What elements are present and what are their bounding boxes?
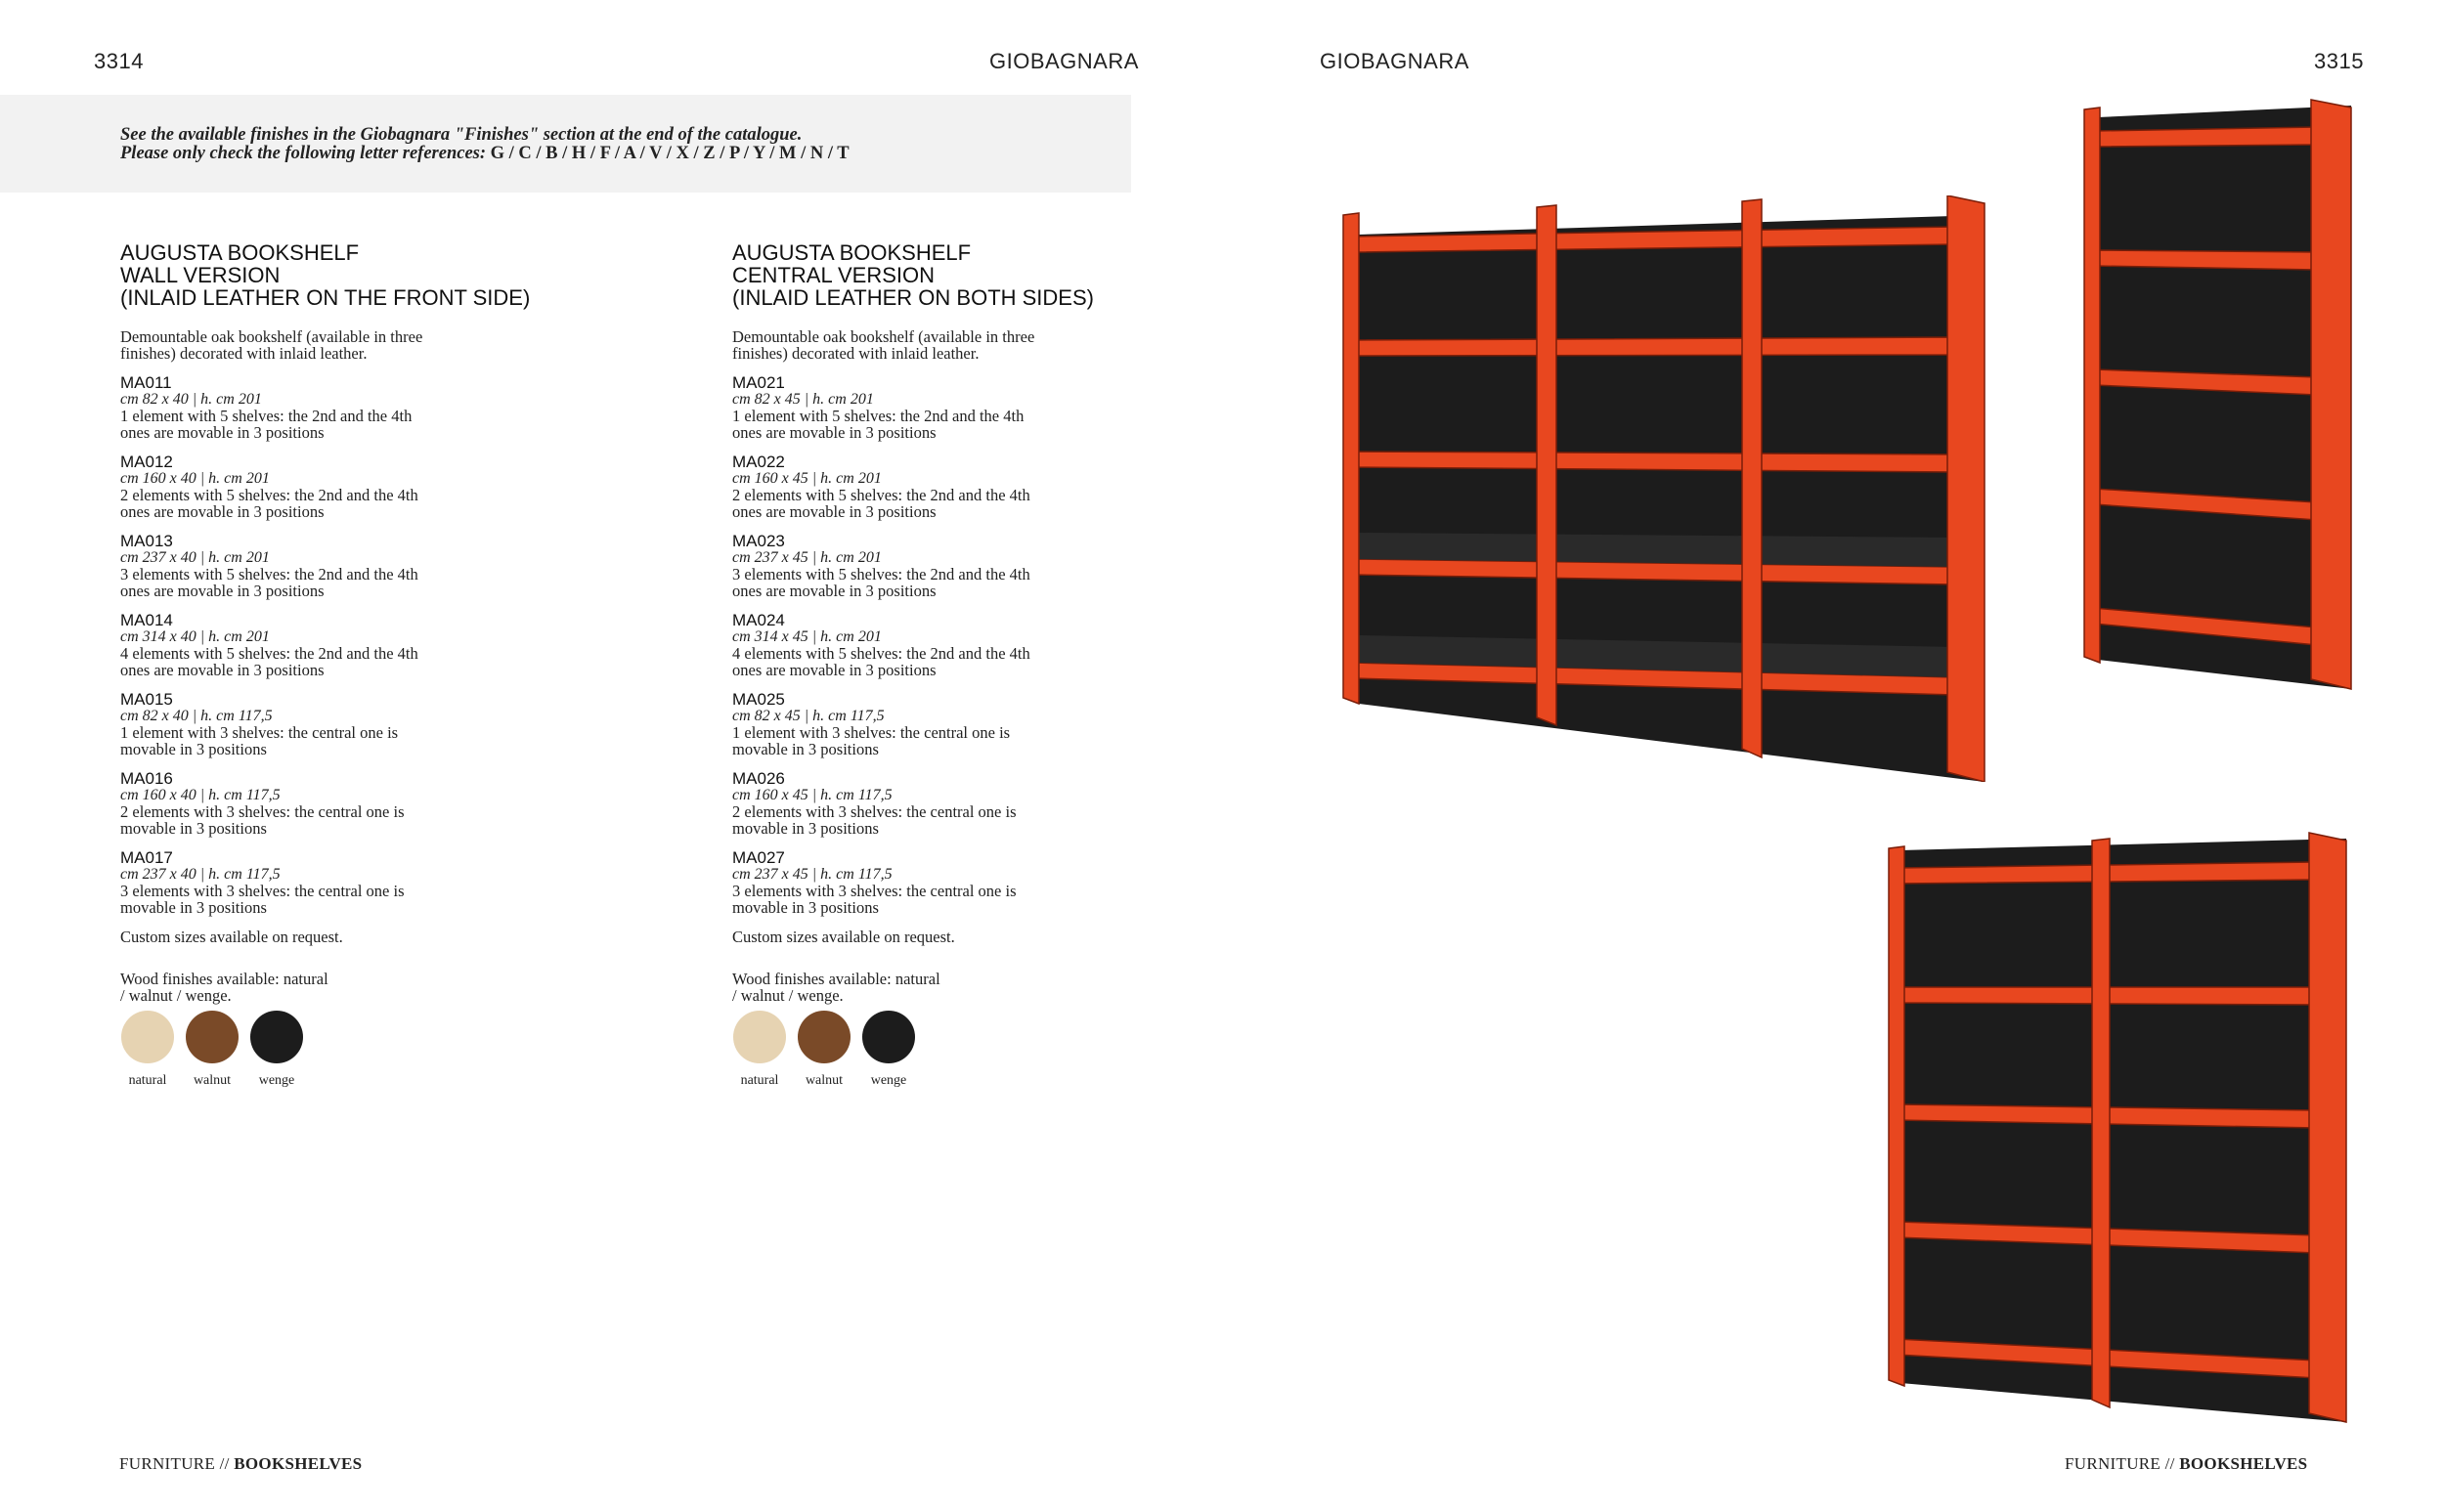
product-title-line: WALL VERSION xyxy=(120,263,281,287)
variant-description: 2 elements with 3 shelves: the central one is movable in 3 positions xyxy=(120,802,405,838)
notice-line-2-prefix: Please only check the following letter references: xyxy=(120,144,491,163)
variant-code: MA025 xyxy=(732,690,785,709)
variant-description: 3 elements with 3 shelves: the central one is movable in 3 positions xyxy=(732,882,1017,917)
product-title-line: (INLAID LEATHER ON THE FRONT SIDE) xyxy=(120,285,531,310)
variant-dimensions: cm 237 x 40 | h. cm 117,5 xyxy=(120,866,281,883)
bookshelf-three-element-drawing xyxy=(1343,195,1985,782)
variant-description: 2 elements with 3 shelves: the central one is movable in 3 positions xyxy=(732,802,1017,838)
product-variant xyxy=(120,770,629,837)
right-footer-category: BOOKSHELVES xyxy=(2179,1454,2308,1473)
wood-swatch-circle xyxy=(186,1011,239,1063)
variant-description: 1 element with 5 shelves: the 2nd and the 4th ones are movable in 3 positions xyxy=(120,407,413,442)
variant-code: MA027 xyxy=(732,848,785,867)
product-variant xyxy=(120,533,629,599)
product-variant xyxy=(732,454,1241,520)
wood-swatch-natural xyxy=(732,1011,787,1089)
variant-dimensions: cm 160 x 40 | h. cm 117,5 xyxy=(120,787,281,803)
notice-letter-references: G / C / B / H / F / A / V / X / Z / P / Y / M / N / T xyxy=(490,144,850,163)
variant-description: 4 elements with 5 shelves: the 2nd and the 4th ones are movable in 3 positions xyxy=(120,644,418,679)
wood-swatch-label: wenge xyxy=(258,1073,295,1088)
variant-dimensions: cm 237 x 45 | h. cm 201 xyxy=(732,549,882,566)
wood-swatch-label: natural xyxy=(128,1073,167,1088)
wood-swatch-walnut xyxy=(185,1011,240,1089)
wood-finishes-label: Wood finishes available: natural / walnut / wenge. xyxy=(120,970,328,1005)
product-variant xyxy=(120,612,629,678)
finishes-notice-text xyxy=(120,126,850,163)
right-page-number: 3315 xyxy=(2314,49,2364,73)
variant-code: MA022 xyxy=(732,453,785,471)
variant-dimensions: cm 82 x 40 | h. cm 117,5 xyxy=(120,708,273,724)
variant-dimensions: cm 314 x 40 | h. cm 201 xyxy=(120,628,270,645)
product-variant xyxy=(732,533,1241,599)
wood-swatch-circle xyxy=(121,1011,174,1063)
product-variant xyxy=(120,849,629,916)
wood-swatch-walnut xyxy=(797,1011,851,1089)
bookshelf-three-element-image xyxy=(1339,195,1999,782)
variant-code: MA011 xyxy=(120,373,172,392)
product-variant xyxy=(120,454,629,520)
left-footer-category: BOOKSHELVES xyxy=(234,1454,363,1473)
notice-line-1: See the available finishes in the Giobagnara "Finishes" section at the end of the catalogue. xyxy=(120,125,803,145)
product-column-central-version xyxy=(732,241,1241,1089)
variant-code: MA014 xyxy=(120,611,173,629)
variant-dimensions: cm 160 x 45 | h. cm 117,5 xyxy=(732,787,893,803)
variant-description: 1 element with 3 shelves: the central one is movable in 3 positions xyxy=(732,723,1011,758)
variant-dimensions: cm 82 x 40 | h. cm 201 xyxy=(120,391,262,408)
variant-description: 3 elements with 5 shelves: the 2nd and the 4th ones are movable in 3 positions xyxy=(120,565,418,600)
bookshelf-two-element-image xyxy=(1887,831,2356,1427)
variant-code: MA013 xyxy=(120,532,173,550)
variant-dimensions: cm 314 x 45 | h. cm 201 xyxy=(732,628,882,645)
variant-description: 1 element with 5 shelves: the 2nd and the 4th ones are movable in 3 positions xyxy=(732,407,1025,442)
product-variant xyxy=(732,691,1241,757)
variant-dimensions: cm 82 x 45 | h. cm 201 xyxy=(732,391,874,408)
variant-code: MA024 xyxy=(732,611,785,629)
product-variant xyxy=(120,374,629,441)
product-description: Demountable oak bookshelf (available in three finishes) decorated with inlaid leather. xyxy=(120,327,423,363)
product-title-line: AUGUSTA BOOKSHELF xyxy=(120,240,360,265)
left-footer xyxy=(119,1454,362,1474)
product-title xyxy=(732,241,1241,309)
wood-swatch-circle xyxy=(798,1011,851,1063)
variant-dimensions: cm 160 x 45 | h. cm 201 xyxy=(732,470,882,487)
custom-sizes-note: Custom sizes available on request. xyxy=(120,928,343,946)
wood-swatch-circle xyxy=(250,1011,303,1063)
finishes-notice-band xyxy=(0,95,1131,193)
product-title-line: CENTRAL VERSION xyxy=(732,263,936,287)
left-page-number: 3314 xyxy=(94,49,144,73)
left-footer-section: FURNITURE // xyxy=(119,1454,230,1473)
right-footer xyxy=(2065,1454,2307,1474)
variant-description: 2 elements with 5 shelves: the 2nd and the 4th ones are movable in 3 positions xyxy=(732,486,1030,521)
variant-code: MA017 xyxy=(120,848,173,867)
wood-swatch-natural xyxy=(120,1011,175,1089)
product-column-wall-version xyxy=(120,241,629,1089)
bookshelf-single-element-drawing xyxy=(2084,100,2351,689)
wood-swatch-label: wenge xyxy=(870,1073,907,1088)
product-title-line: (INLAID LEATHER ON BOTH SIDES) xyxy=(732,285,1094,310)
variant-code: MA023 xyxy=(732,532,785,550)
variant-dimensions: cm 237 x 45 | h. cm 117,5 xyxy=(732,866,893,883)
variant-dimensions: cm 82 x 45 | h. cm 117,5 xyxy=(732,708,885,724)
product-variant xyxy=(120,691,629,757)
variant-code: MA021 xyxy=(732,373,785,392)
variant-description: 4 elements with 5 shelves: the 2nd and the 4th ones are movable in 3 positions xyxy=(732,644,1030,679)
custom-sizes-note: Custom sizes available on request. xyxy=(732,928,955,946)
right-footer-section: FURNITURE // xyxy=(2065,1454,2175,1473)
wood-swatch-label: natural xyxy=(740,1073,779,1088)
wood-swatch-wenge xyxy=(861,1011,916,1089)
product-description: Demountable oak bookshelf (available in three finishes) decorated with inlaid leather. xyxy=(732,327,1035,363)
variant-description: 2 elements with 5 shelves: the 2nd and the 4th ones are movable in 3 positions xyxy=(120,486,418,521)
right-brand-header: GIOBAGNARA xyxy=(1320,49,1469,73)
product-variant xyxy=(732,849,1241,916)
product-variant xyxy=(732,612,1241,678)
variant-code: MA015 xyxy=(120,690,173,709)
wood-swatch-label: walnut xyxy=(805,1073,844,1088)
variant-code: MA016 xyxy=(120,769,173,788)
product-title xyxy=(120,241,629,309)
wood-swatch-circle xyxy=(733,1011,786,1063)
product-variant xyxy=(732,374,1241,441)
wood-swatch-label: walnut xyxy=(193,1073,232,1088)
bookshelf-single-element-image xyxy=(2082,98,2361,694)
variant-dimensions: cm 237 x 40 | h. cm 201 xyxy=(120,549,270,566)
wood-swatch-circle xyxy=(862,1011,915,1063)
product-title-line: AUGUSTA BOOKSHELF xyxy=(732,240,972,265)
variant-description: 1 element with 3 shelves: the central one is movable in 3 positions xyxy=(120,723,399,758)
wood-swatch-wenge xyxy=(249,1011,304,1089)
left-brand-header: GIOBAGNARA xyxy=(989,49,1139,73)
wood-finishes-label: Wood finishes available: natural / walnut / wenge. xyxy=(732,970,940,1005)
variant-description: 3 elements with 5 shelves: the 2nd and the 4th ones are movable in 3 positions xyxy=(732,565,1030,600)
bookshelf-two-element-drawing xyxy=(1889,833,2346,1422)
variant-code: MA012 xyxy=(120,453,173,471)
notice-line-2 xyxy=(120,145,850,163)
variant-dimensions: cm 160 x 40 | h. cm 201 xyxy=(120,470,270,487)
product-variant xyxy=(732,770,1241,837)
wood-finish-swatches xyxy=(732,1011,1241,1089)
variant-code: MA026 xyxy=(732,769,785,788)
wood-finish-swatches xyxy=(120,1011,629,1089)
variant-description: 3 elements with 3 shelves: the central one is movable in 3 positions xyxy=(120,882,405,917)
